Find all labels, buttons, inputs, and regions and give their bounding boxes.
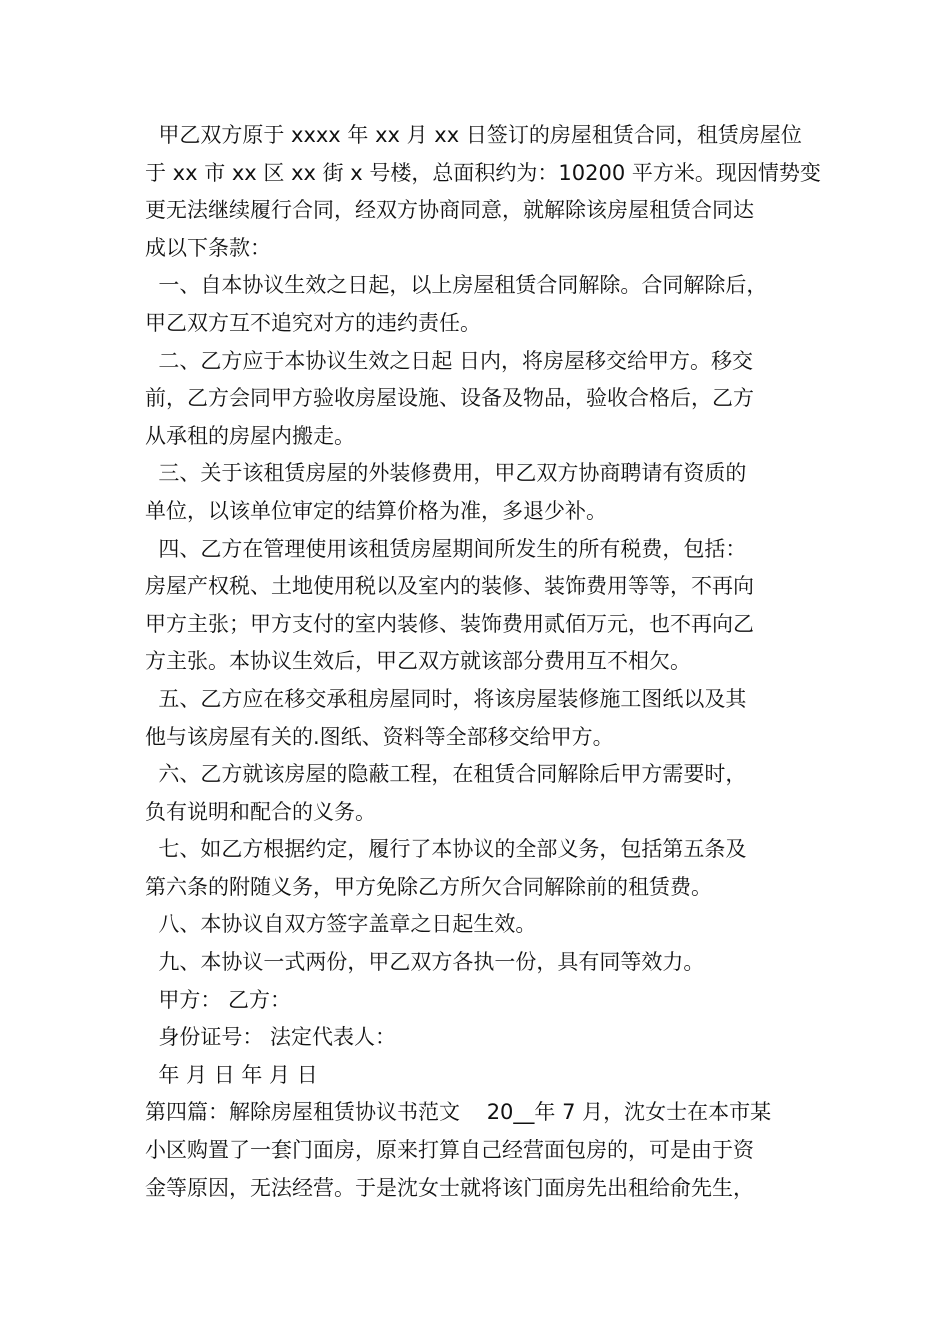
text-line: 成以下条款：: [145, 235, 271, 260]
text-line: 于 xx 市 xx 区 xx 街 x 号楼，总面积约为：10200 平方米。现因情势变: [145, 160, 821, 185]
text-line: 一、自本协议生效之日起，以上房屋租赁合同解除。合同解除后，: [145, 273, 768, 298]
text-line: 从承租的房屋内搬走。: [145, 423, 355, 448]
text-line: 第四篇：解除房屋租赁协议书范文 20__年 7 月，沈女士在本市某: [145, 1100, 772, 1125]
text-line: 八、本协议自双方签字盖章之日起生效。: [145, 912, 537, 937]
text-line: 七、如乙方根据约定，履行了本协议的全部义务，包括第五条及: [145, 837, 747, 862]
document-body: [145, 117, 821, 1207]
text-line: 方主张。本协议生效后，甲乙双方就该部分费用互不相欠。: [145, 649, 691, 674]
text-line: 第六条的附随义务，甲方免除乙方所欠合同解除前的租赁费。: [145, 874, 712, 899]
text-line: 二、乙方应于本协议生效之日起 日内，将房屋移交给甲方。移交: [145, 348, 754, 373]
text-line: 九、本协议一式两份，甲乙双方各执一份，具有同等效力。: [145, 950, 705, 975]
text-line: 前，乙方会同甲方验收房屋设施、设备及物品，验收合格后，乙方: [145, 386, 754, 411]
text-line: 三、关于该租赁房屋的外装修费用，甲乙双方协商聘请有资质的: [145, 461, 747, 486]
text-line: 身份证号： 法定代表人：: [145, 1025, 397, 1050]
text-line: 甲方： 乙方：: [145, 987, 292, 1012]
text-line: 房屋产权税、土地使用税以及室内的装修、装饰费用等等，不再向: [145, 574, 754, 599]
text-line: 小区购置了一套门面房，原来打算自己经营面包房的，可是由于资: [145, 1138, 754, 1163]
text-line: 甲乙双方互不追究对方的违约责任。: [145, 310, 481, 335]
text-line: 甲乙双方原于 xxxx 年 xx 月 xx 日签订的房屋租赁合同，租赁房屋位: [145, 123, 802, 147]
text-line: 他与该房屋有关的.图纸、资料等全部移交给甲方。: [145, 724, 614, 749]
text-line: 单位，以该单位审定的结算价格为准，多退少补。: [145, 498, 607, 523]
text-line: 甲方主张；甲方支付的室内装修、装饰费用贰佰万元，也不再向乙: [145, 611, 754, 636]
text-line: 五、乙方应在移交承租房屋同时，将该房屋装修施工图纸以及其: [145, 686, 747, 711]
text-line: 六、乙方就该房屋的隐蔽工程，在租赁合同解除后甲方需要时，: [145, 762, 747, 787]
text-line: 年 月 日 年 月 日: [145, 1062, 318, 1087]
text-line: 负有说明和配合的义务。: [145, 799, 376, 824]
text-line: 更无法继续履行合同，经双方协商同意，就解除该房屋租赁合同达: [145, 198, 754, 223]
text-line: 金等原因，无法经营。于是沈女士就将该门面房先出租给俞先生，: [145, 1175, 754, 1200]
text-line: 四、乙方在管理使用该租赁房屋期间所发生的所有税费，包括：: [145, 536, 747, 561]
